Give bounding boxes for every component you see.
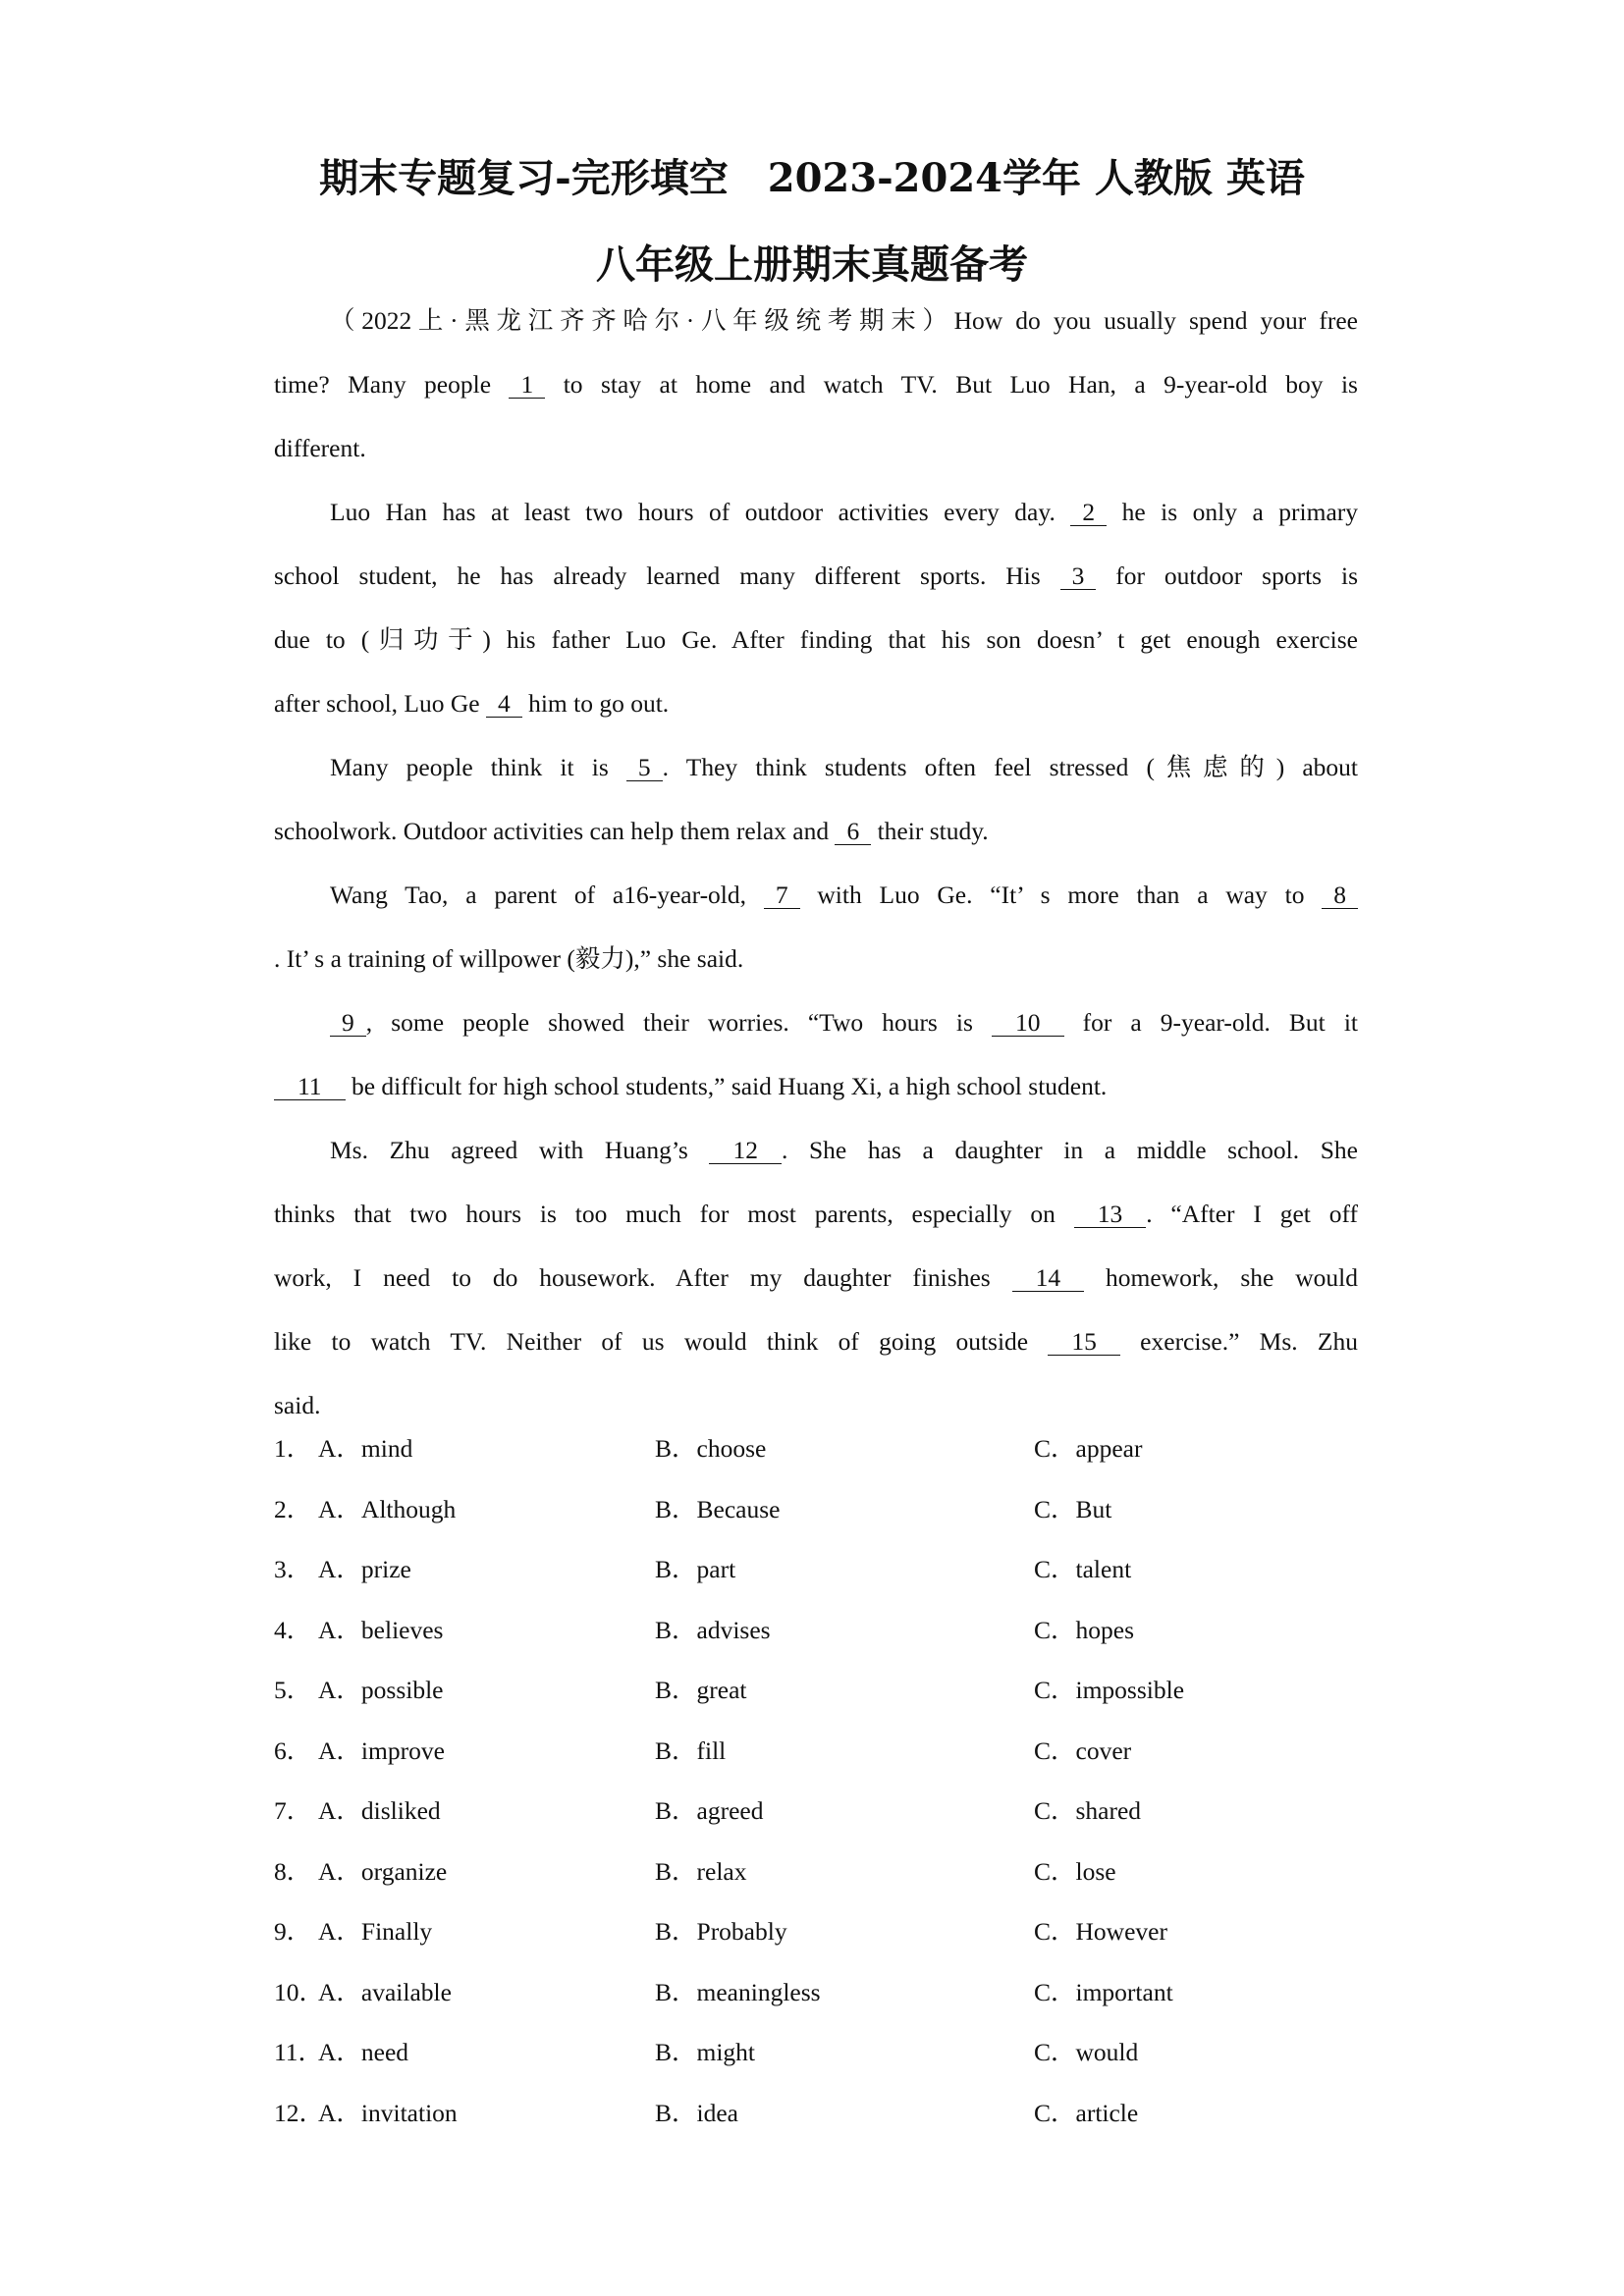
passage-text: Many people think it is	[330, 753, 626, 781]
passage-text: . It’ s a training of willpower (毅力),” she said.	[274, 944, 744, 973]
blank-7: 7	[764, 882, 800, 909]
passage-text: . She has a daughter in a middle school. She	[781, 1136, 1358, 1164]
option-c: C．shared	[1034, 1796, 1142, 1825]
passage-line	[274, 933, 1358, 996]
option-b: B．fill	[655, 1735, 727, 1765]
blank-1: 1	[509, 372, 545, 399]
question-options-row	[274, 1550, 1358, 1611]
option-c: C．But	[1034, 1494, 1112, 1523]
question-number: 4．	[274, 1615, 312, 1644]
passage-line	[274, 805, 1358, 869]
option-a: A．believes	[318, 1615, 444, 1644]
question-number: 5．	[274, 1676, 312, 1704]
option-b: B．great	[655, 1676, 747, 1704]
blank-5: 5	[626, 755, 663, 781]
option-a: A．organize	[318, 1856, 448, 1886]
question-number: 8．	[274, 1856, 312, 1886]
passage-text: he is only a primary	[1107, 498, 1359, 526]
passage-line	[274, 1060, 1358, 1124]
blank-12: 12	[709, 1138, 782, 1164]
option-c: C．lose	[1034, 1856, 1116, 1886]
option-c: C．hopes	[1034, 1615, 1135, 1644]
cloze-passage	[274, 294, 1358, 1443]
passage-text: schoolwork. Outdoor activities can help them relax and	[274, 817, 836, 845]
option-a: A．prize	[318, 1555, 411, 1583]
blank-10: 10	[992, 1010, 1064, 1037]
question-options-row	[274, 1732, 1358, 1792]
option-c: C．important	[1034, 1977, 1173, 2006]
passage-text: for a 9-year-old. But it	[1063, 1008, 1358, 1037]
question-number: 7．	[274, 1796, 312, 1825]
passage-text: Wang Tao, a parent of a16-year-old,	[330, 881, 764, 909]
passage-line	[274, 422, 1358, 486]
question-number: 3．	[274, 1555, 312, 1583]
blank-6: 6	[835, 819, 871, 845]
blank-3: 3	[1060, 563, 1097, 590]
option-b: B．advises	[655, 1615, 771, 1644]
option-c: C．would	[1034, 2038, 1139, 2066]
option-b: B．part	[655, 1555, 736, 1583]
passage-line	[274, 1315, 1358, 1379]
option-c: C．article	[1034, 2098, 1139, 2127]
document-title-line-1: 期末专题复习-完形填空 2023-2024学年 人教版 英语	[319, 155, 1305, 201]
question-number: 12．	[274, 2098, 325, 2127]
passage-text: like to watch TV. Neither of us would think of going outside	[274, 1327, 1049, 1356]
option-b: B．meaningless	[655, 1977, 821, 2006]
passage-text: to stay at home and watch TV. But Luo Han, a 9-year-old boy is	[545, 370, 1358, 399]
question-options-row	[274, 1671, 1358, 1732]
question-options-row	[274, 1973, 1358, 2034]
question-options-row	[274, 1912, 1358, 1973]
option-b: B．Because	[655, 1494, 781, 1523]
passage-text: Luo Han has at least two hours of outdoor activities every day.	[330, 498, 1071, 526]
blank-9: 9	[330, 1010, 366, 1037]
blank-11: 11	[274, 1074, 346, 1100]
option-b: B．choose	[655, 1434, 767, 1463]
passage-text: school student, he has already learned many different sports. His	[274, 561, 1060, 590]
question-number: 6．	[274, 1735, 312, 1765]
option-a: A．disliked	[318, 1796, 441, 1825]
passage-line	[274, 1252, 1358, 1315]
passage-text: thinks that two hours is too much for most parents, especially on	[274, 1200, 1074, 1228]
option-b: B．agreed	[655, 1796, 764, 1825]
question-number: 1．	[274, 1434, 312, 1463]
question-options-row	[274, 2094, 1358, 2155]
passage-line	[274, 677, 1358, 741]
option-a: A．Although	[318, 1494, 457, 1523]
option-b: B．Probably	[655, 1917, 787, 1946]
option-c: C．appear	[1034, 1434, 1143, 1463]
passage-line	[274, 869, 1358, 933]
passage-line	[274, 741, 1358, 805]
question-number: 9．	[274, 1917, 312, 1946]
passage-text: exercise.” Ms. Zhu	[1119, 1327, 1358, 1356]
passage-text: time? Many people	[274, 370, 510, 399]
question-options-row	[274, 1490, 1358, 1551]
passage-text: be difficult for high school students,” said Huang Xi, a high school student.	[345, 1072, 1108, 1100]
blank-13: 13	[1074, 1201, 1147, 1228]
passage-text: with Luo Ge. “It’ s more than a way to	[799, 881, 1323, 909]
option-a: A．need	[318, 2038, 409, 2066]
blank-2: 2	[1070, 500, 1107, 526]
blank-4: 4	[486, 691, 522, 718]
option-b: B．idea	[655, 2098, 738, 2127]
passage-line	[274, 1124, 1358, 1188]
option-a: A．available	[318, 1977, 452, 2006]
blank-8: 8	[1322, 882, 1358, 909]
passage-text: Ms. Zhu agreed with Huang’s	[330, 1136, 710, 1164]
passage-line	[274, 550, 1358, 614]
passage-line	[274, 486, 1358, 550]
passage-text: homework, she would	[1084, 1263, 1358, 1292]
option-a: A．Finally	[318, 1917, 433, 1946]
option-c: C．cover	[1034, 1735, 1132, 1765]
question-number: 11．	[274, 2038, 324, 2066]
option-b: B．relax	[655, 1856, 747, 1886]
answer-options	[274, 1429, 1358, 2154]
option-c: C．impossible	[1034, 1676, 1185, 1704]
question-number: 10．	[274, 1977, 325, 2006]
question-options-row	[274, 1791, 1358, 1852]
question-options-row	[274, 2033, 1358, 2094]
document-title-line-2: 八年级上册期末真题备考	[596, 241, 1028, 288]
option-a: A．invitation	[318, 2098, 458, 2127]
passage-line	[274, 294, 1358, 358]
passage-text: their study.	[871, 817, 989, 845]
passage-text: . They think students often feel stressed (焦虑的) about	[662, 753, 1359, 781]
question-number: 2．	[274, 1494, 312, 1523]
passage-text: . “After I get off	[1146, 1200, 1359, 1228]
option-c: C．talent	[1034, 1555, 1132, 1583]
passage-text: （2022上·黑龙江齐齐哈尔·八年级统考期末）How do you usually spend your free	[330, 306, 1358, 335]
blank-14: 14	[1012, 1265, 1085, 1292]
question-options-row	[274, 1611, 1358, 1672]
passage-line	[274, 614, 1358, 677]
option-a: A．improve	[318, 1735, 445, 1765]
passage-line	[274, 1188, 1358, 1252]
option-b: B．might	[655, 2038, 756, 2066]
passage-text: work, I need to do housework. After my daughter finishes	[274, 1263, 1012, 1292]
option-c: C．However	[1034, 1917, 1167, 1946]
blank-15: 15	[1048, 1329, 1120, 1356]
passage-text: , some people showed their worries. “Two hours is	[365, 1008, 993, 1037]
passage-text: said.	[274, 1391, 321, 1419]
passage-text: different.	[274, 434, 366, 462]
passage-line	[274, 358, 1358, 422]
option-a: A．mind	[318, 1434, 413, 1463]
passage-line	[274, 996, 1358, 1060]
question-options-row	[274, 1852, 1358, 1913]
passage-text: after school, Luo Ge	[274, 689, 486, 718]
question-options-row	[274, 1429, 1358, 1490]
option-a: A．possible	[318, 1676, 444, 1704]
passage-text: for outdoor sports is	[1096, 561, 1358, 590]
passage-text: due to (归功于) his father Luo Ge. After finding that his son doesn’ t get enough exercise	[274, 625, 1358, 654]
passage-text: him to go out.	[521, 689, 670, 718]
